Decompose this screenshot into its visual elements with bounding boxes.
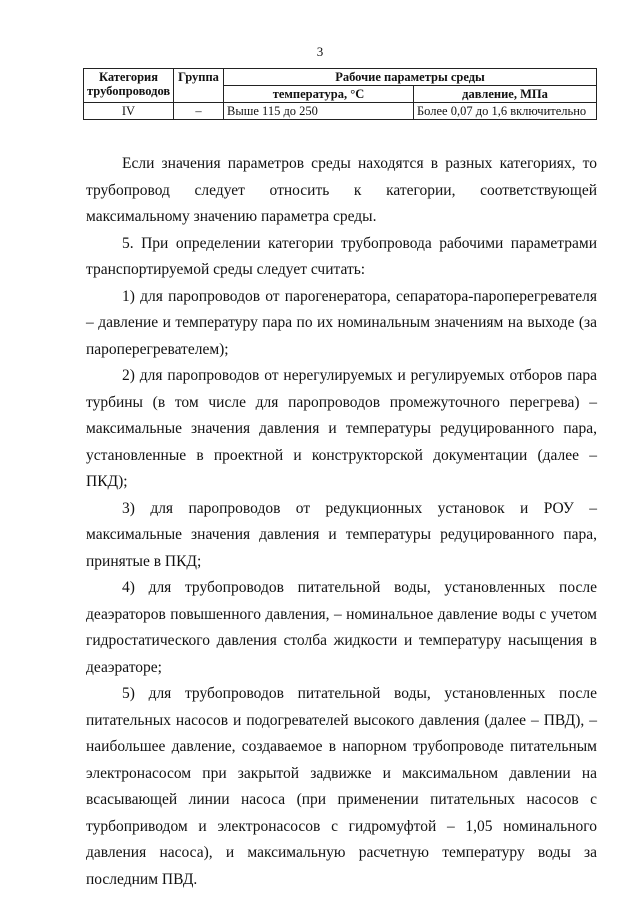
- paragraph: 1) для паропроводов от парогенератора, сепаратора-пароперегревателя – давление и температуру пара по их номинальным значениям на выходе (за пароперегревателем);: [86, 287, 597, 358]
- cell-pressure: Более 0,07 до 1,6 включительно: [414, 103, 597, 120]
- parameters-table: [83, 68, 597, 120]
- cell-category: IV: [84, 103, 174, 120]
- header-group: Группа: [174, 69, 224, 103]
- table-header-row: [84, 69, 597, 86]
- header-temperature: температура, °С: [224, 86, 414, 103]
- cell-group: –: [174, 103, 224, 120]
- paragraph: 3) для паропроводов от редукционных установок и РОУ – максимальные значения давления и температуры редуцированного пара, принятые в ПКД;: [86, 499, 597, 570]
- paragraph: 5) для трубопроводов питательной воды, установленных после питательных насосов и подогревателей высокого давления (далее – ПВД), – наибольшее давление, создаваемое в напорном трубопроводе питательным электронасосом при закрытой задвижке и максимальном давлении на всасывающей линии насоса (при применении питательных насосов с турбоприводом и электронасосов с гидромуфтой – 1,05 номинального давления насоса), и максимальную расчетную температуру воды за последним ПВД.: [86, 685, 597, 888]
- paragraph: 2) для паропроводов от нерегулируемых и регулируемых отборов пара турбины (в том числе для паропроводов промежуточного перегрева) – максимальные значения давления и температуры редуцированного пара, установленные в проектной и конструкторской документации (далее – ПКД);: [86, 367, 597, 490]
- paragraph: Если значения параметров среды находятся в разных категориях, то трубопровод следует относить к категории, соответствующей максимальному значению параметра среды.: [86, 155, 597, 225]
- page-number: 3: [316, 44, 324, 59]
- header-pressure: давление, МПа: [414, 86, 597, 103]
- paragraph: 5. При определении категории трубопровода рабочими параметрами транспортируемой среды следует считать:: [86, 234, 597, 278]
- header-category: Категория трубопроводов: [84, 69, 174, 103]
- table-row: [84, 103, 597, 120]
- header-working-params: Рабочие параметры среды: [224, 69, 597, 86]
- body-text: [86, 151, 597, 893]
- paragraph: 4) для трубопроводов питательной воды, установленных после деаэраторов повышенного давления, – номинальное давление воды с учетом гидростатического давления столба жидкости и температуру насыщения в деаэраторе;: [86, 579, 597, 676]
- cell-temperature: Выше 115 до 250: [224, 103, 414, 120]
